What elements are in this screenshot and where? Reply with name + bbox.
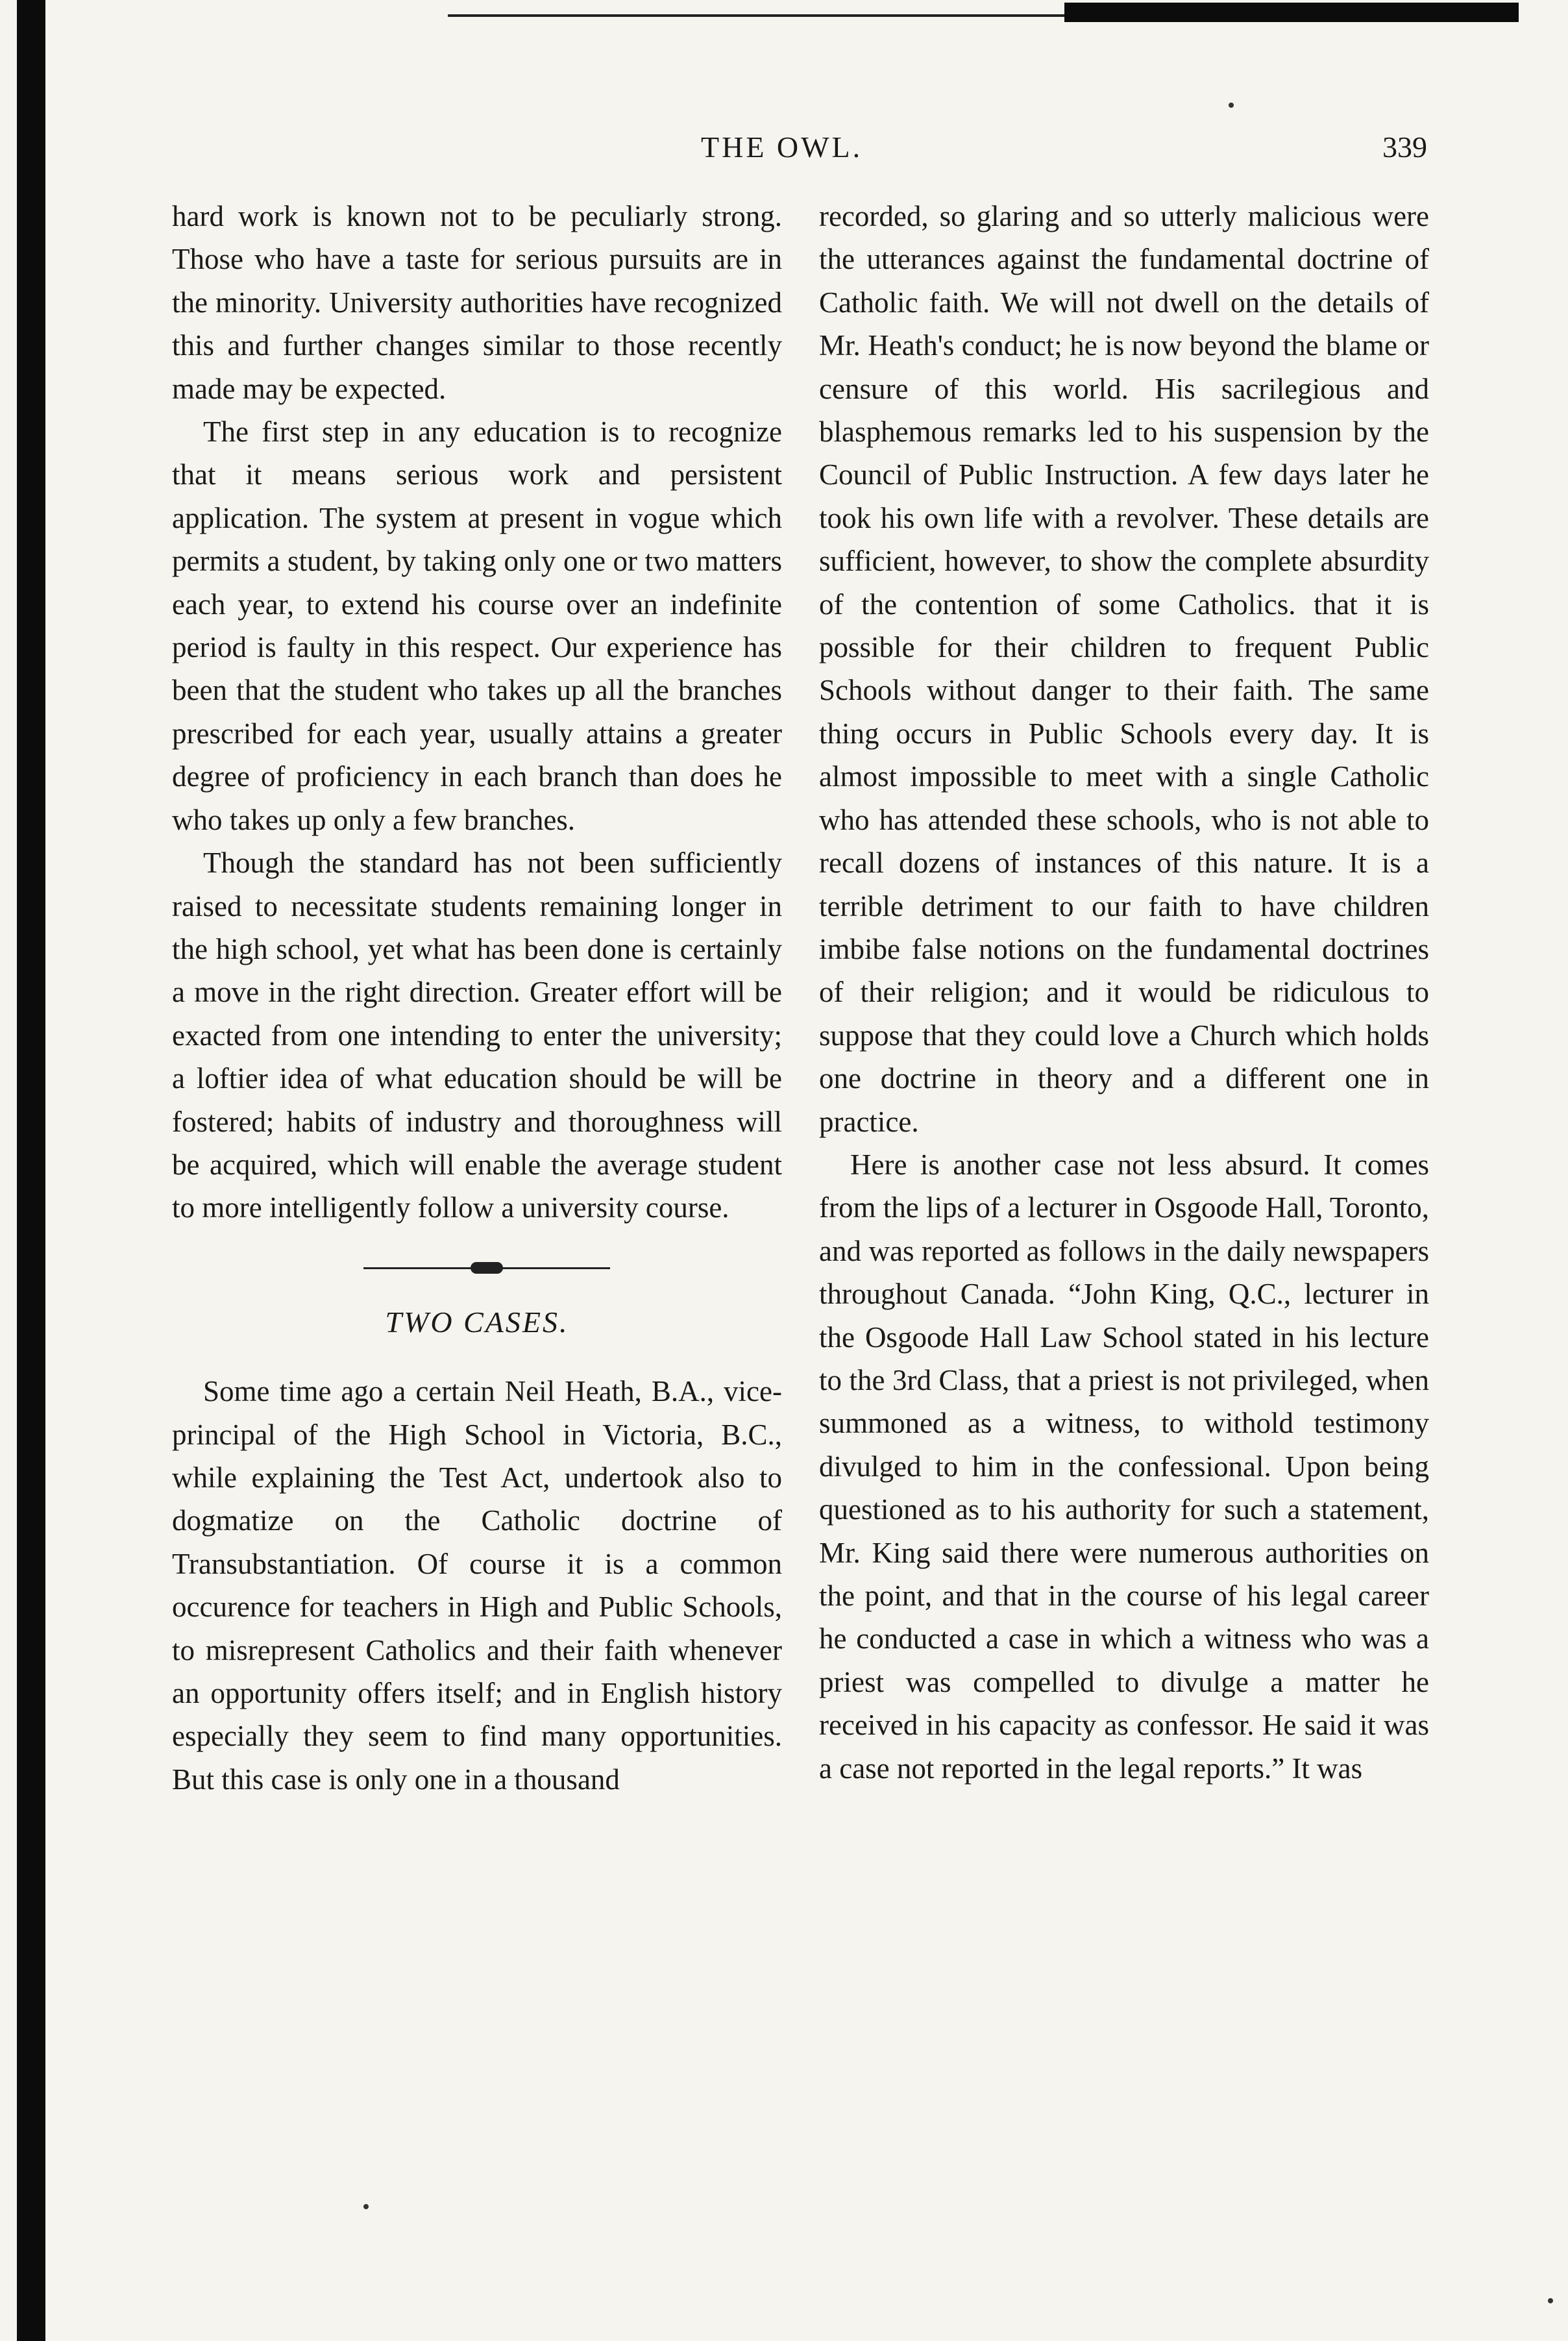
divider-ornament <box>471 1262 503 1274</box>
scan-speck <box>1229 103 1234 108</box>
top-rule-heavy <box>1064 3 1519 22</box>
section-divider <box>172 1230 782 1301</box>
scan-edge-bar <box>17 0 45 2341</box>
running-title: THE OWL. <box>701 130 863 164</box>
paragraph: hard work is known not to be peculiarly strong. Those who have a taste for serious pursuits are in the minority. University authorities have recognized this and further changes similar to those recently made may be expected. <box>172 200 782 405</box>
paragraph: Though the standard has not been sufficiently raised to necessitate students remaining longer in the high school, yet what has been done is certainly a move in the right direction. Greater effort will be exacted from one intending to enter the university; a loftier idea of what education should be will be fostered; habits of industry and thoroughness will be acquired, which will enable the average student to more intelligently follow a university course. <box>172 847 782 1224</box>
paragraph: Some time ago a certain Neil Heath, B.A., vice-principal of the High School in Victoria, B.C., while explaining the Test Act, undertook also to dogmatize on the Catholic doctrine of Transubstantiation. Of course it is a common occurence for teachers in High and Public Schools, to misrepresent Catholics and their faith whenever an opportunity offers itself; and in English history especially they seem to find many opportunities. But this case is only one in a thousand <box>172 1375 782 1796</box>
page-number: 339 <box>1382 130 1427 164</box>
right-column <box>819 195 1429 1790</box>
scan-speck <box>363 2204 369 2209</box>
paragraph: The first step in any education is to recognize that it means serious work and persistent application. The system at present in vogue which permits a student, by taking only one or two matters each year, to extend his course over an indefinite period is faulty in this respect. Our experience has been that the student who takes up all the branches prescribed for each year, usually attains a greater degree of proficiency in each branch than does he who takes up only a few branches. <box>172 415 782 836</box>
left-column <box>172 195 782 1801</box>
paragraph: recorded, so glaring and so utterly malicious were the utterances against the fundamental doctrine of Catholic faith. We will not dwell on the details of Mr. Heath's conduct; he is now beyond the blame or censure of this world. His sacrilegious and blasphemous remarks led to his suspension by the Council of Public Instruction. A few days later he took his own life with a revolver. These details are sufficient, however, to show the complete absurdity of the contention of some Catholics. that it is possible for their children to frequent Public Schools without danger to their faith. The same thing occurs in Public Schools every day. It is almost impossible to meet with a single Catholic who has attended these schools, who is not able to recall dozens of instances of this nature. It is a terrible detriment to our faith to have children imbibe false notions on the fundamental doctrines of their religion; and it would be ridiculous to suppose that they could love a Church which holds one doctrine in theory and a different one in practice. <box>819 200 1429 1138</box>
paragraph: Here is another case not less absurd. It comes from the lips of a lecturer in Osgoode Hall, Toronto, and was reported as follows in the daily newspapers throughout Canada. “John King, Q.C., lecturer in the Osgoode Hall Law School stated in his lecture to the 3rd Class, that a priest is not privileged, when summoned as a witness, to withold testimony divulged to him in the confessional. Upon being questioned as to his authority for such a statement, Mr. King said there were numerous authorities on the point, and that in the course of his legal career he conducted a case in which a witness who was a priest was compelled to divulge a matter he received in his capacity as confessor. He said it was a case not reported in the legal reports.” It was <box>819 1148 1429 1785</box>
page-header <box>0 130 1568 175</box>
section-title: TWO CASES. <box>385 1305 569 1339</box>
scan-speck <box>1548 2298 1553 2303</box>
